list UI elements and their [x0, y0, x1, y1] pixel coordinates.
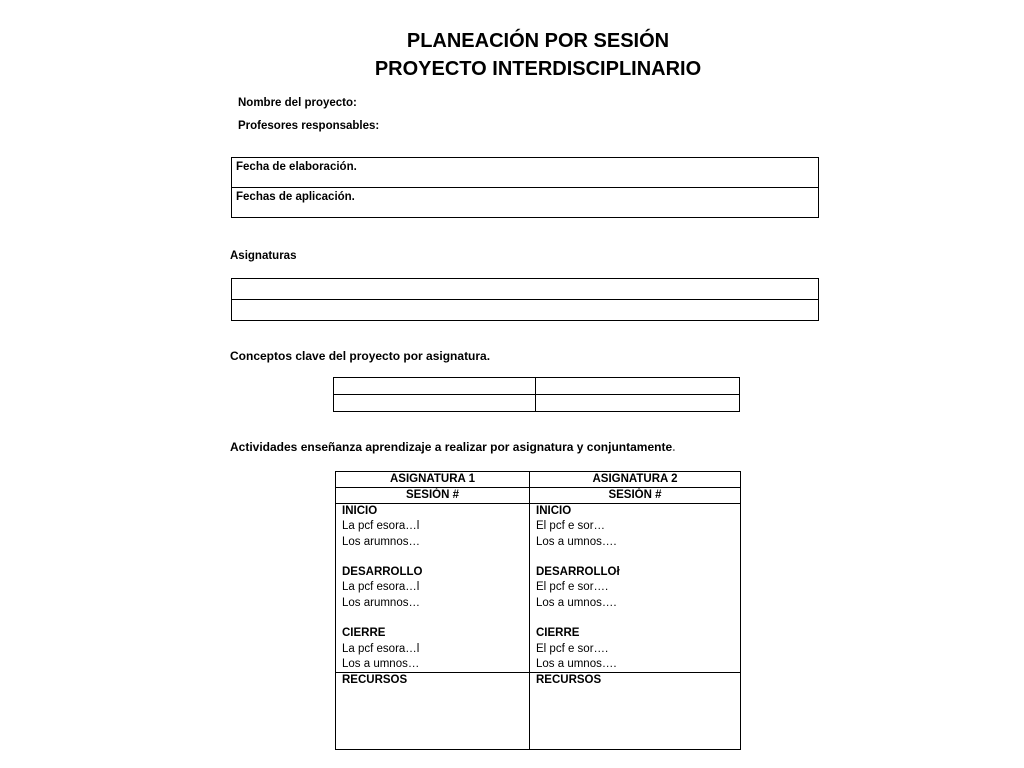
elaboration-date-label: Fecha de elaboración.	[236, 161, 357, 173]
subjects-row[interactable]	[232, 279, 819, 300]
subject-2-activities[interactable]	[530, 504, 741, 673]
cierre-line: Los a umnos…	[342, 657, 420, 670]
cierre-line: La pcf esora…l	[342, 642, 420, 655]
elaboration-date-field[interactable]	[232, 158, 819, 188]
subject-2-header: ASIGNATURA 2	[530, 472, 741, 488]
inicio-label: INICIO	[536, 505, 572, 517]
desarrollo-line: El pcf e sor….	[536, 581, 609, 594]
cierre-label: CIERRE	[342, 627, 386, 640]
concepts-table	[333, 377, 740, 412]
desarrollo-line: Los arumnos…	[342, 596, 420, 609]
inicio-line: El pcf e sor…	[536, 520, 606, 533]
inicio-label: INICIO	[342, 505, 378, 517]
page-title: PLANEACIÓN POR SESIÓN	[406, 30, 670, 52]
application-dates-field[interactable]	[232, 188, 819, 218]
subjects-heading: Asignaturas	[230, 250, 297, 262]
subject-1-activities[interactable]	[336, 504, 530, 673]
concepts-heading: Conceptos clave del proyecto por asignatura.	[230, 349, 491, 363]
activities-heading	[230, 440, 676, 454]
session-2-header: SESIÓN #	[530, 488, 741, 504]
desarrollo-label: DESARROLLOł	[536, 566, 620, 579]
application-dates-label: Fechas de aplicación.	[236, 191, 355, 203]
desarrollo-label: DESARROLLO	[342, 566, 423, 579]
session-1-header: SESIÓN #	[336, 488, 530, 504]
subjects-row[interactable]	[232, 300, 819, 321]
concepts-cell[interactable]	[536, 378, 740, 395]
teachers-label: Profesores responsables:	[238, 120, 380, 132]
subject-1-resources[interactable]	[336, 673, 530, 750]
recursos-label: RECURSOS	[536, 674, 602, 687]
subject-1-header: ASIGNATURA 1	[336, 472, 530, 488]
desarrollo-line: La pcf esora…l	[342, 581, 420, 594]
subjects-table	[231, 278, 819, 321]
concepts-cell[interactable]	[334, 395, 536, 412]
desarrollo-line: Los a umnos….	[536, 596, 617, 609]
concepts-cell[interactable]	[334, 378, 536, 395]
activities-heading-period: .	[672, 440, 676, 454]
activities-heading-text: Actividades enseñanza aprendizaje a realizar por asignatura y conjuntamente	[230, 440, 673, 454]
cierre-label: CIERRE	[536, 627, 580, 640]
project-name-label: Nombre del proyecto:	[238, 97, 357, 109]
cierre-line: El pcf e sor….	[536, 642, 609, 655]
inicio-line: La pcf esora…l	[342, 520, 420, 533]
concepts-cell[interactable]	[536, 395, 740, 412]
inicio-line: Los arumnos…	[342, 535, 420, 548]
page-subtitle: PROYECTO INTERDISCIPLINARIO	[374, 58, 702, 80]
subject-2-resources[interactable]	[530, 673, 741, 750]
cierre-line: Los a umnos….	[536, 657, 617, 670]
dates-table	[231, 157, 819, 218]
activities-table	[335, 471, 741, 750]
inicio-line: Los a umnos….	[536, 535, 617, 548]
recursos-label: RECURSOS	[342, 674, 408, 687]
